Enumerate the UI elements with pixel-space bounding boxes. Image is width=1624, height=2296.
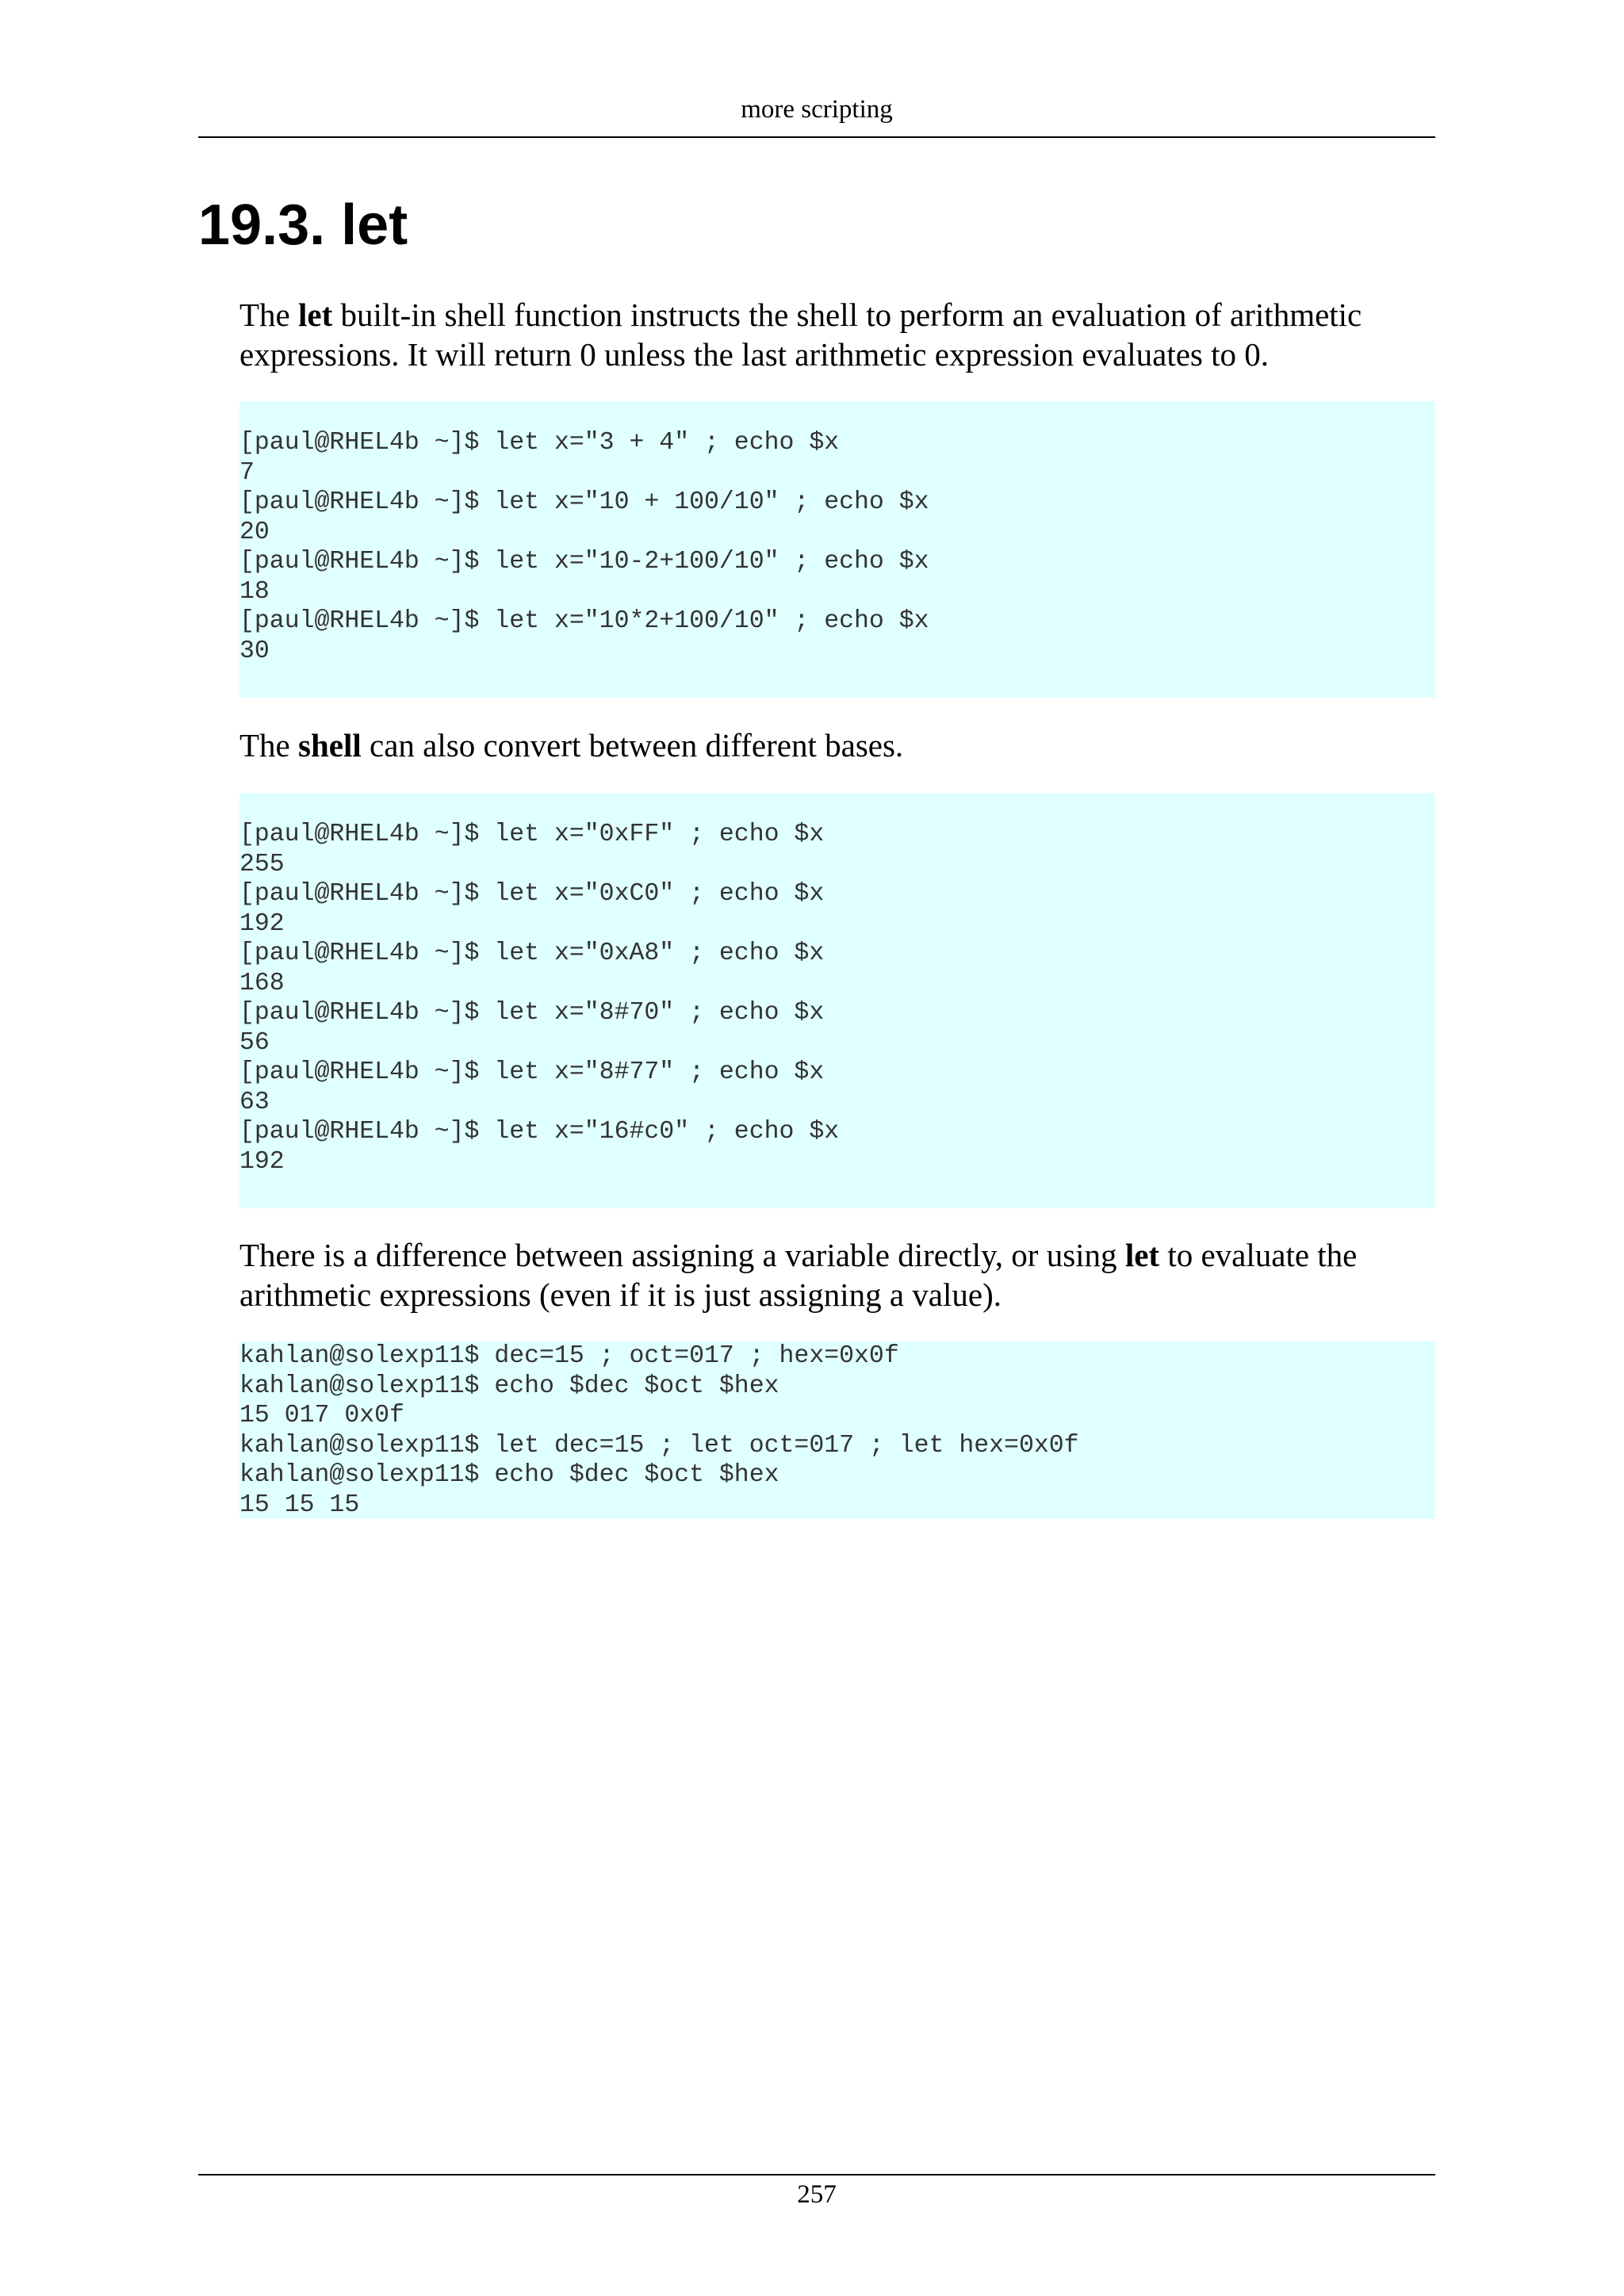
- code-line: [paul@RHEL4b ~]$ let x="16#c0" ; echo $x: [239, 1118, 840, 1146]
- difference-text-before: There is a difference between assigning a variable directly, or using: [239, 1237, 1125, 1273]
- bases-keyword: shell: [298, 727, 362, 763]
- footer-divider: [198, 2174, 1435, 2175]
- code-line: [paul@RHEL4b ~]$ let x="0xC0" ; echo $x: [239, 880, 825, 908]
- difference-keyword: let: [1124, 1237, 1160, 1273]
- page-number: 257: [797, 2180, 837, 2209]
- code-block-assignment: [239, 1341, 1435, 1519]
- code-block-arithmetic: [239, 401, 1435, 698]
- code-line: kahlan@solexp11$ echo $dec $oct $hex: [239, 1372, 779, 1400]
- difference-paragraph: [239, 1235, 1435, 1314]
- code-line: 255: [239, 850, 285, 878]
- bases-text-before: The: [239, 727, 298, 763]
- bases-paragraph: [239, 725, 1435, 765]
- code-line: [paul@RHEL4b ~]$ let x="10 + 100/10" ; echo $x: [239, 488, 929, 516]
- bases-text-after: can also convert between different bases.: [361, 727, 904, 763]
- code-line: 192: [239, 909, 285, 938]
- code-block-bases: [239, 793, 1435, 1208]
- intro-text-after: built-in shell function instructs the shell to perform an evaluation of arithmetic expressions. It will return 0 unless the last arithmetic expression evaluates to 0.: [239, 297, 1362, 373]
- code-line: 63: [239, 1088, 270, 1116]
- running-header: more scripting: [741, 95, 893, 124]
- code-line: kahlan@solexp11$ let dec=15 ; let oct=017 ; let hex=0x0f: [239, 1431, 1079, 1460]
- code-line: 168: [239, 969, 285, 997]
- code-line: kahlan@solexp11$ dec=15 ; oct=017 ; hex=0x0f: [239, 1342, 899, 1370]
- code-line: [paul@RHEL4b ~]$ let x="10*2+100/10" ; echo $x: [239, 607, 929, 635]
- section-title: 19.3. let: [198, 193, 408, 257]
- code-line: [paul@RHEL4b ~]$ let x="10-2+100/10" ; echo $x: [239, 548, 929, 576]
- code-line: [paul@RHEL4b ~]$ let x="0xA8" ; echo $x: [239, 939, 825, 967]
- code-line: 30: [239, 637, 270, 665]
- code-line: 192: [239, 1147, 285, 1176]
- code-line: 20: [239, 518, 270, 546]
- code-line: 15 15 15: [239, 1490, 360, 1519]
- code-line: 15 017 0x0f: [239, 1402, 404, 1429]
- code-line: [paul@RHEL4b ~]$ let x="8#77" ; echo $x: [239, 1058, 825, 1086]
- code-line: [paul@RHEL4b ~]$ let x="0xFF" ; echo $x: [239, 821, 825, 848]
- code-line: [paul@RHEL4b ~]$ let x="8#70" ; echo $x: [239, 999, 825, 1027]
- code-line: kahlan@solexp11$ echo $dec $oct $hex: [239, 1461, 779, 1489]
- code-line: 56: [239, 1028, 270, 1057]
- code-line: [paul@RHEL4b ~]$ let x="3 + 4" ; echo $x: [239, 429, 840, 457]
- intro-text-before: The: [239, 297, 298, 333]
- intro-paragraph: [239, 295, 1435, 374]
- code-line: 18: [239, 577, 270, 606]
- difference-text-after: to evaluate the arithmetic expressions (even if it is just assigning a value).: [239, 1237, 1358, 1313]
- intro-keyword: let: [298, 297, 333, 333]
- header-divider: [198, 136, 1435, 138]
- code-line: 7: [239, 458, 255, 487]
